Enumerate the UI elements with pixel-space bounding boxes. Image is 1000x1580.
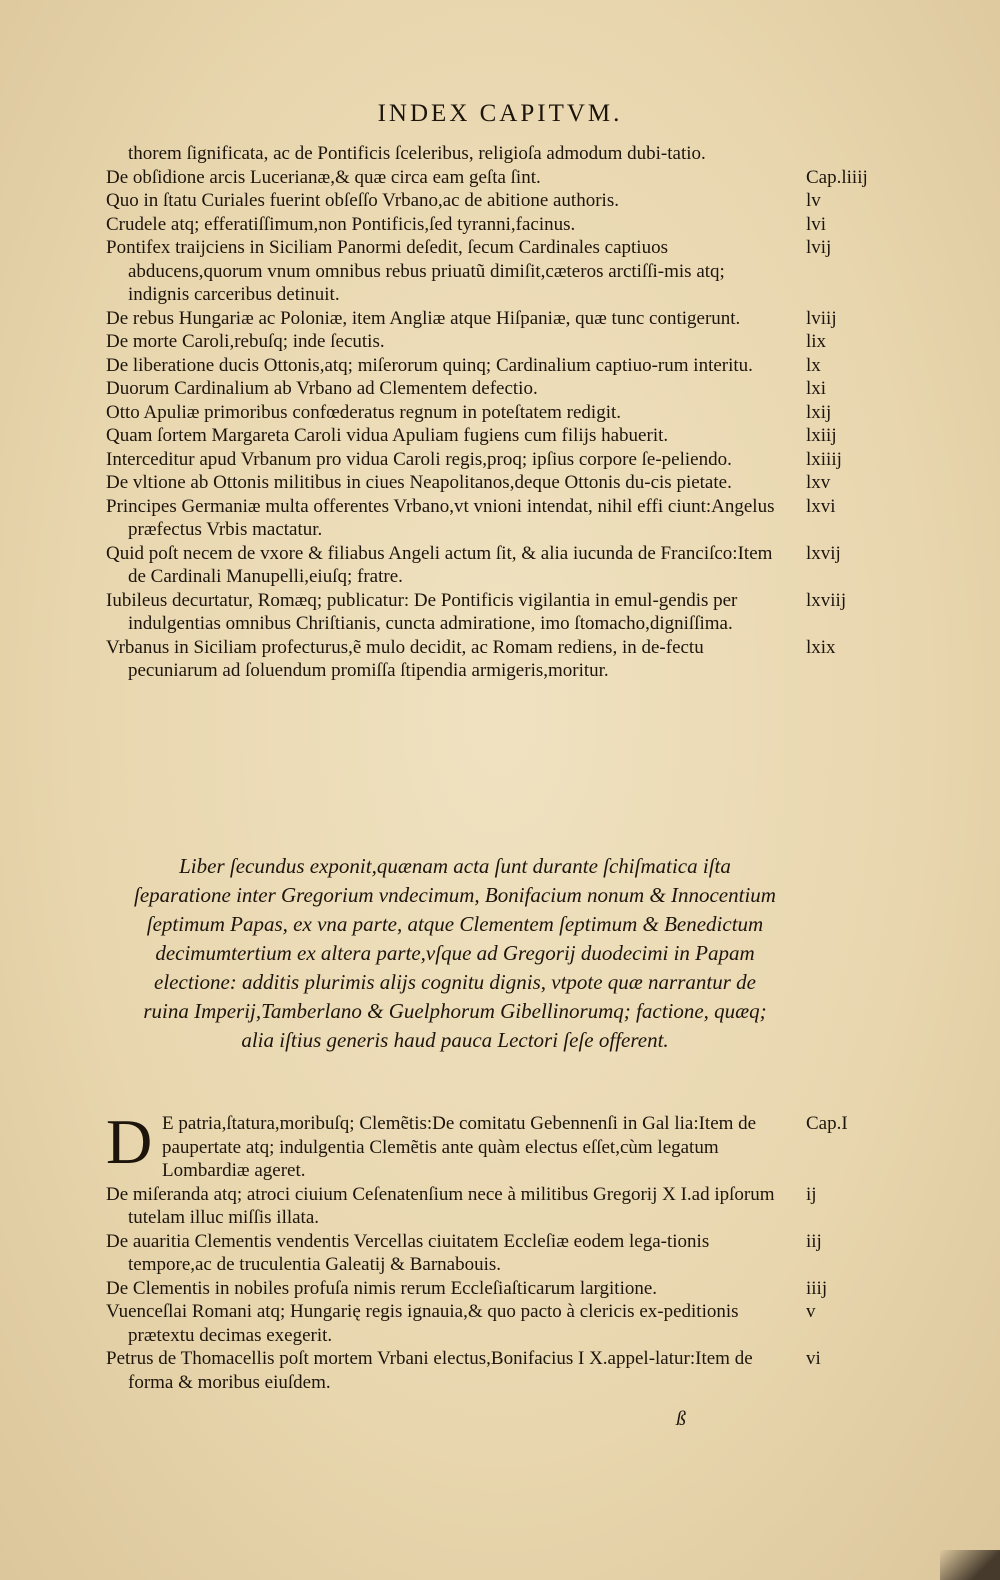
book-summary: Liber ſecundus exponit,quænam acta ſunt durante ſchiſmatica iſta ſeparatione inter Gregorium vndecimum, Bonifacium nonum & Innocentium ſeptimum Papas, ex vna parte, atque Clementem ſeptimum & Benedictum decimumtertium ex altera parte,vſque ad Gregorij duodecimi in Papam electione: additis plurimis alijs cognitu dignis, vtpote quæ narrantur de ruina Imperij,Tamberlano & Guelphorum Gibellinorumq; factione, quæq; alia iſtius generis haud pauca Lectori ſeſe offerent. [134, 854, 776, 1052]
chapter-number: lvij [806, 237, 832, 258]
index-entry [106, 471, 886, 495]
chapter-number: lxiij [806, 425, 837, 446]
index-entry [106, 401, 886, 425]
index-entry [106, 213, 886, 237]
chapter-number: lxvij [806, 542, 841, 564]
index-entries-top [106, 142, 886, 683]
index-entry [106, 236, 886, 307]
entry-text: De auaritia Clementis vendentis Vercellas ciuitatem Eccleſiæ eodem lega-tionis tempore,ac de truculentia Galeatij & Barnabouis. [106, 1230, 710, 1275]
entry-text: Pontifex traijciens in Siciliam Panormi deſedit, ſecum Cardinales captiuos abducens,quorum vnum omnibus rebus priuatũ dimiſit,cæteros arctiſſi-mis atq; indignis carceribus detinuit. [106, 237, 725, 305]
chapter-number: lxix [806, 636, 836, 658]
entry-text: Otto Apuliæ primoribus confœderatus regnum in poteſtatem redigit. [106, 401, 622, 423]
entry-text: thorem ſignificata, ac de Pontificis ſceleribus, religioſa admodum dubi-tatio. [128, 143, 706, 164]
entry-text: De obſidione arcis Lucerianæ,& quæ circa eam geſta ſint. [106, 166, 541, 188]
chapter-number: ij [806, 1183, 817, 1205]
index-entry [106, 166, 886, 190]
page-title: INDEX CAPITVM. [377, 100, 623, 127]
index-entries-bottom [106, 1106, 886, 1394]
chapter-number: lv [806, 190, 821, 211]
entry-text: De miſeranda atq; atroci ciuium Ceſenatenſium nece à militibus Gregorij X I.ad ipſorum tutelam illuc miſſis illata. [106, 1183, 775, 1228]
chapter-number: lxviij [806, 589, 847, 611]
index-entry [106, 1230, 886, 1277]
index-entry [106, 189, 886, 213]
chapter-number: lxi [806, 378, 827, 399]
entry-text: E patria,ſtatura,moribuſq; Clemẽtis:De comitatu Gebennenſi in Gal lia:Item de paupertate atq; indulgentia Clemẽtis ante quàm electus eſſet,cùm legatum Lombardiæ ageret. [162, 1113, 757, 1181]
index-entry [106, 636, 886, 683]
entry-text: Vuenceſlai Romani atq; Hungarię regis ignauia,& quo pacto à clericis ex-peditionis prætextu decimas exegerit. [106, 1301, 739, 1346]
chapter-number: lxij [806, 401, 832, 423]
index-entry [106, 142, 886, 166]
index-entry [106, 1277, 886, 1301]
entry-text: De rebus Hungariæ ac Poloniæ, item Angliæ atque Hiſpaniæ, quæ tunc contigerunt. [106, 307, 741, 329]
index-entry [106, 448, 886, 472]
index-entry [106, 377, 886, 401]
entry-text: De morte Caroli,rebuſq; inde ſecutis. [106, 331, 385, 352]
index-entry [106, 1347, 886, 1394]
chapter-number: lx [806, 354, 821, 376]
chapter-number: v [806, 1301, 816, 1322]
chapter-number: lvi [806, 213, 827, 235]
chapter-number: vi [806, 1348, 821, 1369]
index-entry [106, 1183, 886, 1230]
entry-text: Vrbanus in Siciliam profecturus,ẽ mulo decidit, ac Romam rediens, in de-fectu pecuniarum ad ſoluendum promiſſa ſtipendia armigeris,moritur. [106, 636, 704, 681]
index-entry [106, 589, 886, 636]
entry-text: Quo in ſtatu Curiales fuerint obſeſſo Vrbano,ac de abitione authoris. [106, 190, 619, 211]
entry-text: De Clementis in nobiles profuſa nimis rerum Eccleſiaſticarum largitione. [106, 1277, 658, 1299]
entry-text: Petrus de Thomacellis poſt mortem Vrbani electus,Bonifacius I X.appel-latur:Item de forma & moribus eiuſdem. [106, 1348, 753, 1393]
drop-cap: D [106, 1106, 153, 1177]
chapter-number: lviij [806, 307, 837, 329]
chapter-number: iiij [806, 1277, 828, 1299]
entry-text: Quid poſt necem de vxore & filiabus Angeli actum ſit, & alia iucunda de Franciſco:Item de Cardinali Manupelli,eiuſq; fratre. [106, 542, 773, 587]
chapter-number: lxiiij [806, 448, 842, 470]
page-shadow [940, 1550, 1000, 1580]
index-entry [106, 354, 886, 378]
signature-mark: ß [676, 1408, 686, 1430]
entry-text: De vltione ab Ottonis militibus in ciues Neapolitanos,deque Ottonis du-cis pietate. [106, 472, 732, 493]
entry-text: Duorum Cardinalium ab Vrbano ad Clementem defectio. [106, 378, 538, 399]
chapter-number: lix [806, 331, 827, 352]
index-entry [106, 330, 886, 354]
entry-text: De liberatione ducis Ottonis,atq; miſerorum quinq; Cardinalium captiuo-rum interitu. [106, 354, 753, 376]
chapter-number: Cap.liiij [806, 166, 868, 188]
index-entry [106, 307, 886, 331]
chapter-number: lxvi [806, 495, 836, 517]
chapter-number: Cap.I [806, 1113, 848, 1134]
entry-text: Interceditur apud Vrbanum pro vidua Caroli regis,proq; ipſius corpore ſe-peliendo. [106, 448, 732, 470]
entry-text: Quam ſortem Margareta Caroli vidua Apuliam fugiens cum filijs habuerit. [106, 425, 669, 446]
index-entry [106, 424, 886, 448]
chapter-number: iij [806, 1230, 822, 1252]
index-entry [106, 1300, 886, 1347]
index-entry [106, 495, 886, 542]
entry-text: Crudele atq; efferatiſſimum,non Pontificis,ſed tyranni,facinus. [106, 213, 576, 235]
entry-text: Iubileus decurtatur, Romæq; publicatur: De Pontificis vigilantia in emul-gendis per indulgentias omnibus Chriſtianis, cuncta admiratione, imo ſtomacho,digniſſima. [106, 589, 738, 634]
index-entry [106, 542, 886, 589]
index-entry [106, 1106, 886, 1183]
entry-text: Principes Germaniæ multa offerentes Vrbano,vt vnioni intendat, nihil effi ciunt:Angelus præfectus Vrbis mactatur. [106, 495, 775, 540]
chapter-number: lxv [806, 472, 831, 493]
